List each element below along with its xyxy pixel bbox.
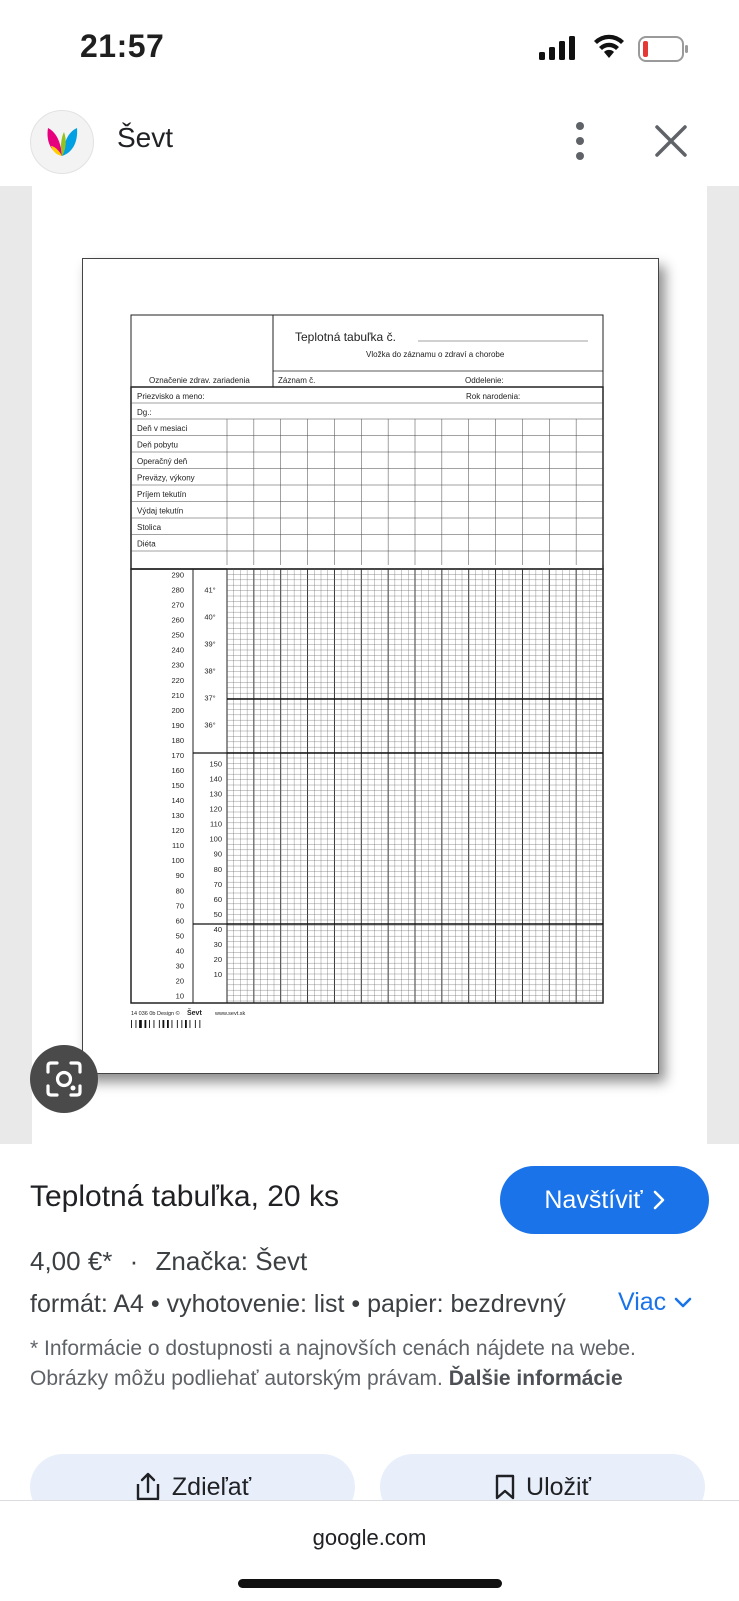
separator-dot: · <box>129 1246 139 1276</box>
doc-pulse-tick: 20 <box>175 976 184 986</box>
image-preview-area <box>0 186 739 1144</box>
doc-second-tick: 140 <box>209 774 222 784</box>
lens-search-button[interactable] <box>30 1045 98 1113</box>
close-icon[interactable] <box>648 118 694 164</box>
browser-bottom-bar <box>0 1500 739 1601</box>
visit-button[interactable] <box>500 1166 709 1234</box>
more-options-icon[interactable] <box>560 116 600 166</box>
doc-temp-tick: 37° <box>204 693 216 703</box>
doc-department-label: Oddelenie: <box>465 376 504 385</box>
doc-temp-tick: 41° <box>204 585 216 595</box>
doc-pulse-tick: 260 <box>171 615 184 625</box>
doc-row-label: Deň v mesiaci <box>137 424 188 433</box>
doc-pulse-tick: 130 <box>171 811 184 821</box>
bookmark-icon <box>494 1473 516 1501</box>
doc-second-tick: 20 <box>213 954 222 964</box>
lens-icon <box>45 1060 83 1098</box>
price: 4,00 €* <box>30 1246 113 1276</box>
doc-name-label: Priezvisko a meno: <box>137 392 205 401</box>
status-bar <box>0 0 739 96</box>
doc-pulse-tick: 30 <box>175 961 184 971</box>
chevron-down-icon <box>674 1297 692 1309</box>
doc-pulse-tick: 90 <box>175 871 184 881</box>
more-label: Viac <box>618 1288 667 1316</box>
doc-row-label: Deň pobytu <box>137 440 178 450</box>
doc-facility-label: Označenie zdrav. zariadenia <box>149 376 250 385</box>
doc-pulse-tick: 230 <box>171 660 184 670</box>
doc-pulse-tick: 290 <box>171 570 184 580</box>
result-header <box>0 96 739 186</box>
save-label: Uložiť <box>526 1472 591 1501</box>
doc-title: Teplotná tabuľka č. <box>295 330 396 344</box>
doc-pulse-tick: 240 <box>171 645 184 655</box>
doc-temp-tick: 36° <box>204 720 216 730</box>
cellular-signal-icon <box>539 36 577 60</box>
butterfly-logo-icon <box>42 122 82 162</box>
doc-second-tick: 90 <box>213 849 222 859</box>
doc-pulse-tick: 70 <box>175 901 184 911</box>
doc-pulse-tick: 10 <box>175 991 184 1001</box>
wifi-icon <box>592 33 626 59</box>
site-logo[interactable] <box>30 110 94 174</box>
doc-temp-tick: 38° <box>204 666 216 676</box>
doc-second-tick: 50 <box>213 909 222 919</box>
doc-second-tick: 150 <box>209 759 222 769</box>
doc-pulse-tick: 150 <box>171 781 184 790</box>
doc-pulse-tick: 170 <box>171 750 184 760</box>
doc-temp-tick: 39° <box>204 639 216 649</box>
home-indicator[interactable] <box>238 1579 502 1588</box>
doc-pulse-tick: 220 <box>171 675 184 685</box>
share-icon <box>134 1472 162 1502</box>
doc-pulse-tick: 180 <box>171 735 184 745</box>
disclaimer <box>30 1334 650 1394</box>
doc-pulse-tick: 250 <box>171 630 184 640</box>
battery-low-icon <box>638 36 690 62</box>
doc-second-tick: 40 <box>213 924 222 934</box>
doc-pulse-tick: 110 <box>172 841 184 851</box>
doc-second-tick: 130 <box>209 789 222 799</box>
doc-dg-label: Dg.: <box>137 408 152 417</box>
doc-pulse-tick: 100 <box>171 856 184 866</box>
doc-pulse-tick: 80 <box>175 886 184 896</box>
doc-second-tick: 70 <box>213 879 222 889</box>
doc-birth-year-label: Rok narodenia: <box>466 392 521 401</box>
doc-pulse-tick: 190 <box>171 720 184 730</box>
doc-pulse-tick: 60 <box>175 916 184 926</box>
doc-second-tick: 60 <box>213 894 222 904</box>
doc-pulse-tick: 280 <box>171 585 184 595</box>
url-text[interactable]: google.com <box>312 1525 427 1550</box>
brand: Značka: Ševt <box>155 1246 308 1276</box>
doc-temp-tick: 40° <box>204 612 216 622</box>
image-card[interactable] <box>32 186 707 1144</box>
doc-row-label: Diéta <box>137 539 156 549</box>
document-sheet <box>82 258 659 1074</box>
doc-second-tick: 10 <box>213 970 222 979</box>
doc-pulse-tick: 50 <box>175 931 184 941</box>
doc-footer-code: 14 036 0b Design © <box>131 1011 180 1017</box>
doc-pulse-tick: 210 <box>171 690 184 700</box>
doc-pulse-tick: 140 <box>171 796 184 806</box>
doc-subtitle: Vložka do záznamu o zdraví a chorobe <box>366 350 505 359</box>
status-time: 21:57 <box>80 28 165 64</box>
doc-second-tick: 120 <box>209 804 222 814</box>
doc-row-label: Stolica <box>137 523 162 532</box>
visit-label: Navštíviť <box>544 1185 643 1214</box>
doc-footer-brand: Ševt <box>187 1010 202 1017</box>
doc-pulse-tick: 200 <box>171 705 184 715</box>
doc-pulse-tick: 120 <box>171 826 184 836</box>
doc-pulse-tick: 270 <box>171 600 184 610</box>
more-link[interactable] <box>618 1288 692 1317</box>
price-row <box>30 1246 307 1277</box>
doc-second-tick: 100 <box>209 834 222 844</box>
disclaimer-text: * Informácie o dostupnosti a najnovších cenách nájdete na webe. Obrázky môžu podliehať autorským právam. <box>30 1337 636 1390</box>
chevron-right-icon <box>653 1190 665 1210</box>
doc-row-label: Výdaj tekutín <box>137 506 184 516</box>
doc-row-label: Preväzy, výkony <box>137 473 195 483</box>
barcode <box>131 1020 200 1028</box>
site-name[interactable]: Ševt <box>117 122 174 153</box>
doc-row-label: Príjem tekutín <box>137 490 187 499</box>
doc-second-tick: 80 <box>213 864 222 874</box>
specs-text: formát: A4 • vyhotovenie: list • papier: bezdrevný <box>30 1290 566 1318</box>
doc-pulse-tick: 160 <box>171 765 184 775</box>
doc-pulse-tick: 40 <box>175 946 184 956</box>
temperature-chart-form <box>83 259 658 1073</box>
doc-second-tick: 30 <box>213 939 222 949</box>
doc-record-label: Záznam č. <box>278 376 316 385</box>
product-title: Teplotná tabuľka, 20 ks <box>30 1180 339 1213</box>
doc-second-tick: 110 <box>210 819 222 829</box>
more-info-link[interactable]: Ďalšie informácie <box>448 1367 623 1390</box>
doc-row-label: Operačný deň <box>137 457 188 466</box>
share-label: Zdieľať <box>171 1472 252 1501</box>
doc-footer-url: www.sevt.sk <box>215 1011 246 1017</box>
